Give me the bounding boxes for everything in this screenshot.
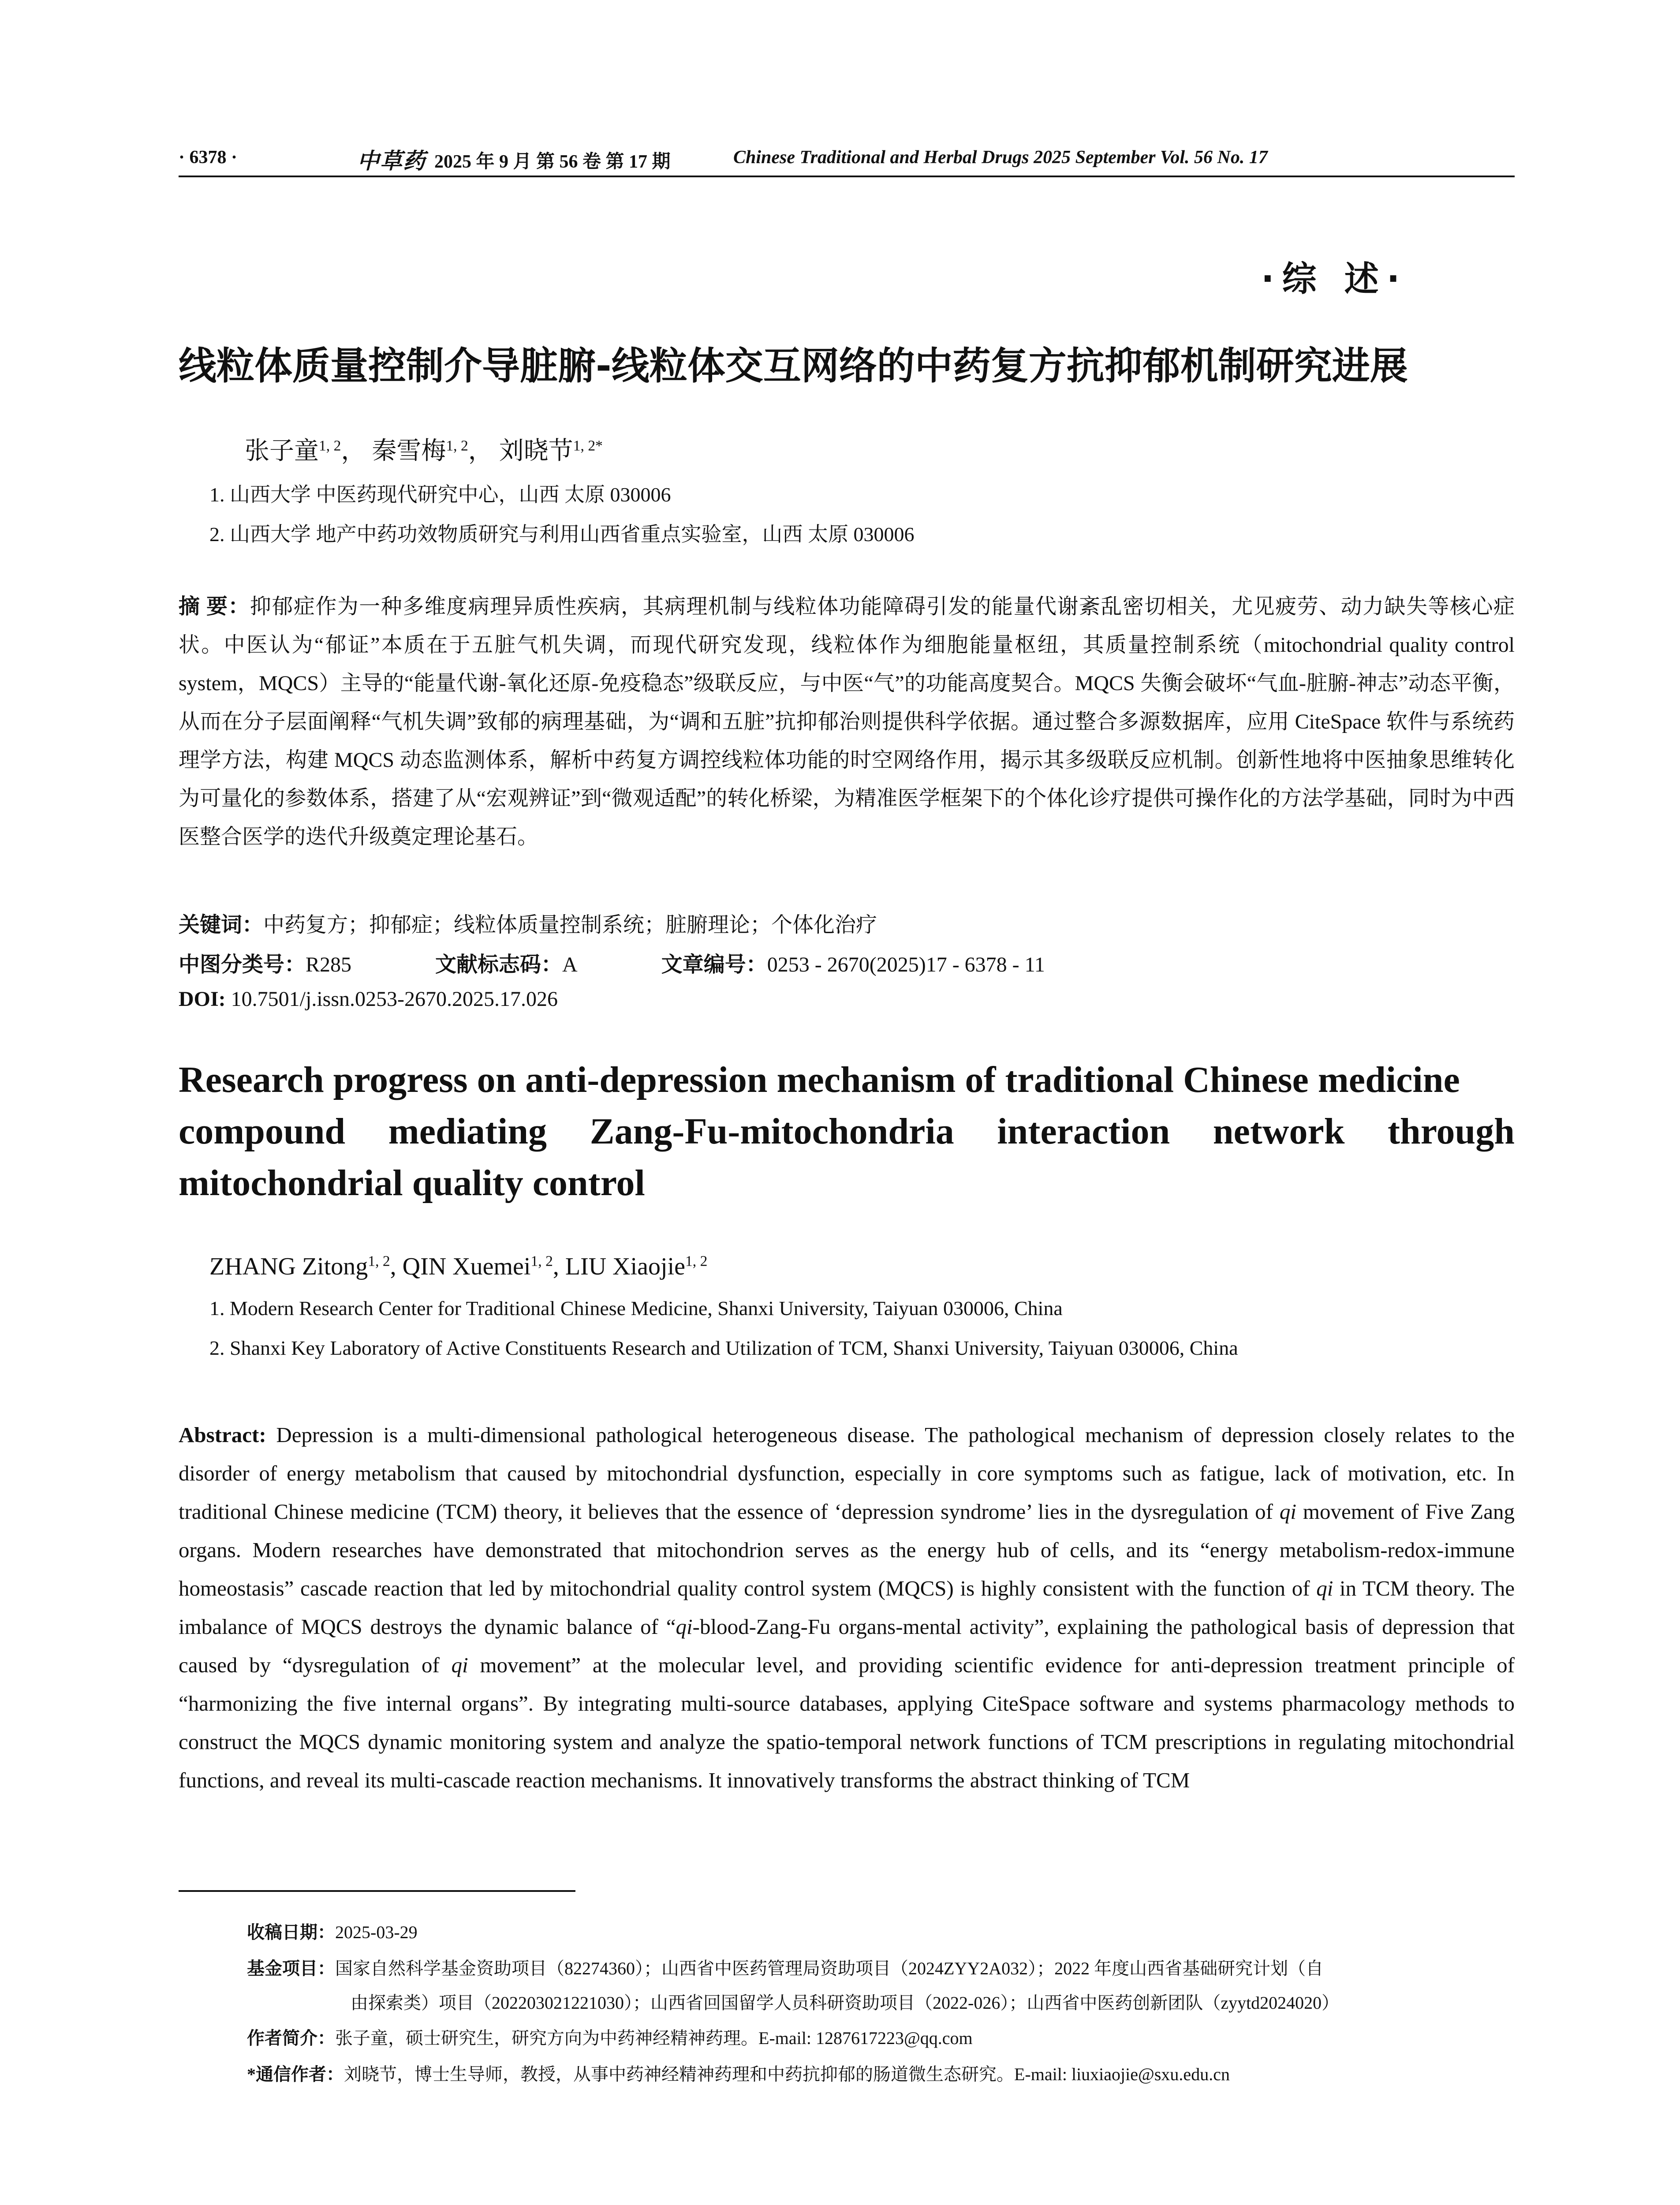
keywords-cn-label: 关键词： <box>179 913 264 937</box>
classification-line <box>179 947 1045 978</box>
abstract-en-segment: -blood-Zang-Fu organs-mental activity”, explaining the pathological basis of depression that caused by “dysregulation of <box>179 1615 1515 1677</box>
author-affiliation-mark: 1, 2* <box>573 437 603 454</box>
author-separator: , <box>553 1253 565 1280</box>
corresponding-text: 刘晓节，博士生导师，教授，从事中药神经精神药理和中药抗抑郁的肠道微生态研究。E-mail: liuxiaojie@sxu.edu.cn <box>344 2064 1230 2084</box>
affiliation-cn: 2. 山西大学 地产中药功效物质研究与利用山西省重点实验室，山西 太原 030006 <box>209 523 915 546</box>
abstract-en-segment: in TCM theory. The imbalance of MQCS destroys the dynamic balance of “ <box>179 1576 1515 1639</box>
abstract-en-segment-italic: qi <box>451 1653 468 1677</box>
abstract-en-segment: movement of Five Zang organs. Modern researches have demonstrated that mitochondrion serves as the energy hub of cells, and its “energy metabolism-redox-immune homeostasis” cascade reaction that led by mitochondrial quality control system (MQCS) is highly consistent with the function of <box>179 1499 1515 1600</box>
keywords-cn <box>179 908 877 938</box>
abstract-en <box>179 1416 1515 1799</box>
affiliation-cn: 1. 山西大学 中医药现代研究中心，山西 太原 030006 <box>209 483 671 506</box>
author-affiliation-mark: 1, 2 <box>530 1253 553 1270</box>
abstract-en-segment: Depression is a multi-dimensional pathological heterogeneous disease. The pathological mechanism of depression closely relates to the disorder of energy metabolism that caused by mitochondrial dysfunction, especially in core symptoms such as fatigue, lack of motivation, etc. In traditional Chinese medicine (TCM) theory, it believes that the essence of ‘depression syndrome’ lies in the dysregulation of <box>179 1423 1515 1524</box>
title-en-word: through <box>1388 1111 1515 1152</box>
title-en <box>179 1054 1515 1209</box>
author-name: 秦雪梅 <box>372 437 446 465</box>
footnote-label: 作者简介： <box>247 2028 335 2048</box>
title-en-line: Research progress on anti-depression mechanism of traditional Chinese medicine <box>179 1059 1460 1100</box>
doc-code-label: 文献标志码： <box>435 953 563 976</box>
author-name: 刘晓节 <box>499 437 573 465</box>
clc-value: R285 <box>306 953 352 976</box>
title-en-word: Zang-Fu-mitochondria <box>590 1111 954 1152</box>
footnote-received <box>247 1918 418 1943</box>
footnote-label: 基金项目： <box>247 1958 335 1978</box>
title-en-word: compound <box>179 1111 346 1152</box>
authors-en <box>209 1252 707 1281</box>
author-affiliation-mark: 1, 2 <box>319 437 341 454</box>
footnote-author-bio <box>247 2024 973 2049</box>
abstract-en-label: Abstract: <box>179 1423 266 1447</box>
article-number-value: 0253 - 2670(2025)17 - 6378 - 11 <box>767 953 1045 976</box>
issue-info-en: Chinese Traditional and Herbal Drugs 2025 September Vol. 56 No. 17 <box>733 147 1268 168</box>
author-separator: ， <box>468 437 493 465</box>
title-en-word: mediating <box>388 1111 547 1152</box>
footnote-funding <box>247 1955 1323 1980</box>
footnote-rule <box>179 1890 575 1892</box>
keywords-cn-text: 中药复方；抑郁症；线粒体质量控制系统；脏腑理论；个体化治疗 <box>263 913 877 937</box>
author-name: LIU Xiaojie <box>565 1253 685 1280</box>
article-number-label: 文章编号： <box>661 953 767 976</box>
author-affiliation-mark: 1, 2 <box>685 1253 708 1270</box>
affiliation-en: 2. Shanxi Key Laboratory of Active Constituents Research and Utilization of TCM, Shanxi University, Taiyuan 030006, China <box>209 1337 1238 1359</box>
author-bio-text: 张子童，硕士研究生，研究方向为中药神经精神药理。E-mail: 1287617223@qq.com <box>335 2028 973 2048</box>
header-rule <box>179 176 1515 177</box>
doc-code-value: A <box>562 953 578 976</box>
section-label: ·综 述· <box>1261 259 1408 299</box>
clc-label: 中图分类号： <box>179 953 306 976</box>
author-name: QIN Xuemei <box>402 1253 531 1280</box>
running-header <box>179 143 1515 174</box>
footnote-label: 收稿日期： <box>247 1922 335 1942</box>
abstract-cn <box>179 587 1515 856</box>
author-name: 张子童 <box>245 437 319 465</box>
title-en-word: network <box>1213 1111 1345 1152</box>
abstract-en-segment-italic: qi <box>676 1615 693 1639</box>
abstract-en-segment-italic: qi <box>1316 1576 1333 1600</box>
doi-label: DOI: <box>179 987 226 1011</box>
footnote-corresponding <box>247 2060 1230 2085</box>
funding-text: 国家自然科学基金资助项目（82274360）；山西省中医药管理局资助项目（2024ZYY2A032）；2022 年度山西省基础研究计划（自 <box>335 1958 1324 1978</box>
journal-name-cn: 中草药 <box>357 149 426 173</box>
abstract-en-segment-italic: qi <box>1279 1499 1296 1524</box>
doi-link[interactable]: 10.7501/j.issn.0253-2670.2025.17.026 <box>225 987 558 1011</box>
author-separator: , <box>390 1253 403 1280</box>
title-en-line: mitochondrial quality control <box>179 1162 645 1203</box>
footnote-label: *通信作者： <box>247 2064 344 2084</box>
title-en-word: interaction <box>997 1111 1170 1152</box>
abstract-en-segment: movement” at the molecular level, and providing scientific evidence for anti-depression treatment principle of “harmonizing the five internal organs”. By integrating multi-source databases, applying CiteSpace software and systems pharmacology methods to construct the MQCS dynamic monitoring system and analyze the spatio-temporal network functions of TCM prescriptions in regulating mitochondrial functions, and reveal its multi-cascade reaction mechanisms. It innovatively transforms the abstract thinking of TCM <box>179 1653 1515 1792</box>
abstract-cn-label: 摘 要： <box>179 595 250 618</box>
footnote-funding-continued: 由探索类）项目（202203021221030）；山西省回国留学人员科研资助项目（2022-026）；山西省中医药创新团队（zyytd2024020） <box>351 1993 1340 2013</box>
author-affiliation-mark: 1, 2 <box>368 1253 390 1270</box>
doi-line <box>179 987 558 1011</box>
title-en-line <box>179 1106 1515 1157</box>
affiliation-en: 1. Modern Research Center for Traditional Chinese Medicine, Shanxi University, Taiyuan 030006, China <box>209 1297 1063 1319</box>
issue-info-cn: 2025 年 9 月 第 56 卷 第 17 期 <box>434 152 671 172</box>
author-name: ZHANG Zitong <box>209 1253 368 1280</box>
authors-cn <box>245 431 603 467</box>
abstract-cn-text: 抑郁症作为一种多维度病理异质性疾病，其病理机制与线粒体功能障碍引发的能量代谢紊乱密切相关，尤见疲劳、动力缺失等核心症状。中医认为“郁证”本质在于五脏气机失调，而现代研究发现，线粒体作为细胞能量枢纽，其质量控制系统（mitochondrial quality control system，MQCS）主导的“能量代谢-氧化还原-免疫稳态”级联反应，与中医“气”的功能高度契合。MQCS 失衡会破坏“气血-脏腑-神志”动态平衡，从而在分子层面阐释“气机失调”致郁的病理基础，为“调和五脏”抗抑郁治则提供科学依据。通过整合多源数据库，应用 CiteSpace 软件与系统药理学方法，构建 MQCS 动态监测体系，解析中药复方调控线粒体功能的时空网络作用，揭示其多级联反应机制。创新性地将中医抽象思维转化为可量化的参数体系，搭建了从“宏观辨证”到“微观适配”的转化桥梁，为精准医学框架下的个体化诊疗提供可操作化的方法学基础，同时为中西医整合医学的迭代升级奠定理论基石。 <box>179 595 1515 848</box>
author-affiliation-mark: 1, 2 <box>446 437 468 454</box>
page-number: · 6378 · <box>179 147 238 168</box>
author-separator: ， <box>341 437 366 465</box>
title-cn: 线粒体质量控制介导脏腑-线粒体交互网络的中药复方抗抑郁机制研究进展 <box>179 344 1408 388</box>
received-date: 2025-03-29 <box>335 1922 418 1942</box>
